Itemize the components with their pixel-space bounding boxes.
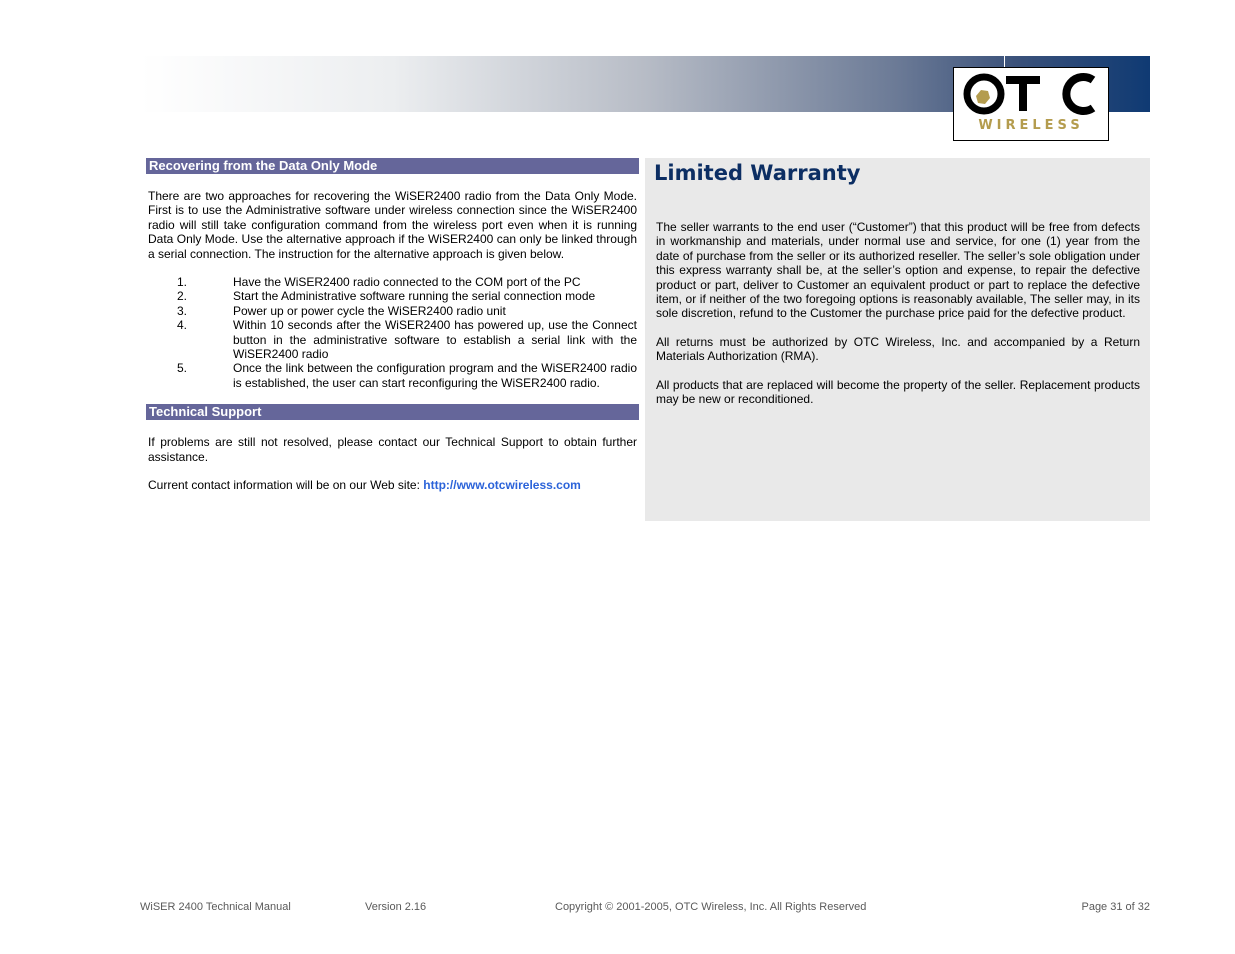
footer-manual-title: WiSER 2400 Technical Manual bbox=[140, 901, 291, 913]
warranty-paragraph-3: All products that are replaced will become the property of the seller. Replacement products may be new or reconditioned. bbox=[656, 377, 1140, 407]
recovering-intro: There are two approaches for recovering the WiSER2400 radio from the Data Only Mode. First is to use the Administrative software under wireless connection since the WiSER2400 radio will still take configuration command from the wireless port even when it is running Data Only Mode. Use the alternative approach if the WiSER2400 can only be linked through a serial connection. The instruction for the alternative approach is given below. bbox=[148, 189, 637, 261]
list-item: 1. Have the WiSER2400 radio connected to the COM port of the PC bbox=[177, 275, 581, 290]
list-item: 2. Start the Administrative software running the serial connection mode bbox=[177, 289, 596, 304]
warranty-panel bbox=[645, 158, 1150, 521]
support-paragraph: If problems are still not resolved, please contact our Technical Support to obtain further assistance. bbox=[148, 435, 637, 464]
support-contact-line: Current contact information will be on our Web site: http://www.otcwireless.com bbox=[148, 478, 581, 493]
left-column bbox=[146, 158, 639, 493]
warranty-paragraph-2: All returns must be authorized by OTC Wireless, Inc. and accompanied by a Return Materials Authorization (RMA). bbox=[656, 334, 1140, 364]
list-item: 3. Power up or power cycle the WiSER2400 radio unit bbox=[177, 303, 506, 318]
section-header-technical-support: Technical Support bbox=[146, 404, 639, 420]
warranty-title: Limited Warranty bbox=[654, 161, 861, 185]
footer-version: Version 2.16 bbox=[365, 901, 427, 913]
otc-logo-mark bbox=[954, 68, 1108, 118]
warranty-body bbox=[654, 220, 1142, 406]
section-header-recovering: Recovering from the Data Only Mode bbox=[146, 158, 639, 174]
website-link[interactable]: http://www.otcwireless.com bbox=[423, 478, 581, 493]
footer-page-number: Page 31 of 32 bbox=[1081, 901, 1150, 913]
list-item: 4. Within 10 seconds after the WiSER2400 has powered up, use the Connect button in the administrative software to establish a serial link with the WiSER2400 radio bbox=[177, 318, 637, 362]
recovery-steps-list bbox=[146, 275, 639, 390]
otc-wireless-logo bbox=[953, 67, 1109, 141]
list-item: 5. Once the link between the configuration program and the WiSER2400 radio is established, the user can start reconfiguring the WiSER2400 radio. bbox=[177, 361, 637, 390]
warranty-paragraph-1: The seller warrants to the end user (“Customer”) that this product will be free from defects in workmanship and materials, under normal use and service, for one (1) year from the date of purchase from the seller or its authorized reseller. The seller’s sole obligation under this express warranty shall be, at the seller’s option and expense, to repair the defective product or part, deliver to Customer an equivalent product or part to replace the defective item, or if neither of the two foregoing options is reasonably available, The seller may, in its sole discretion, refund to the Customer the purchase price paid for the defective product. bbox=[656, 220, 1140, 321]
footer-copyright: Copyright © 2001-2005, OTC Wireless, Inc. All Rights Reserved bbox=[555, 901, 867, 913]
logo-subtitle: WIRELESS bbox=[978, 118, 1084, 133]
